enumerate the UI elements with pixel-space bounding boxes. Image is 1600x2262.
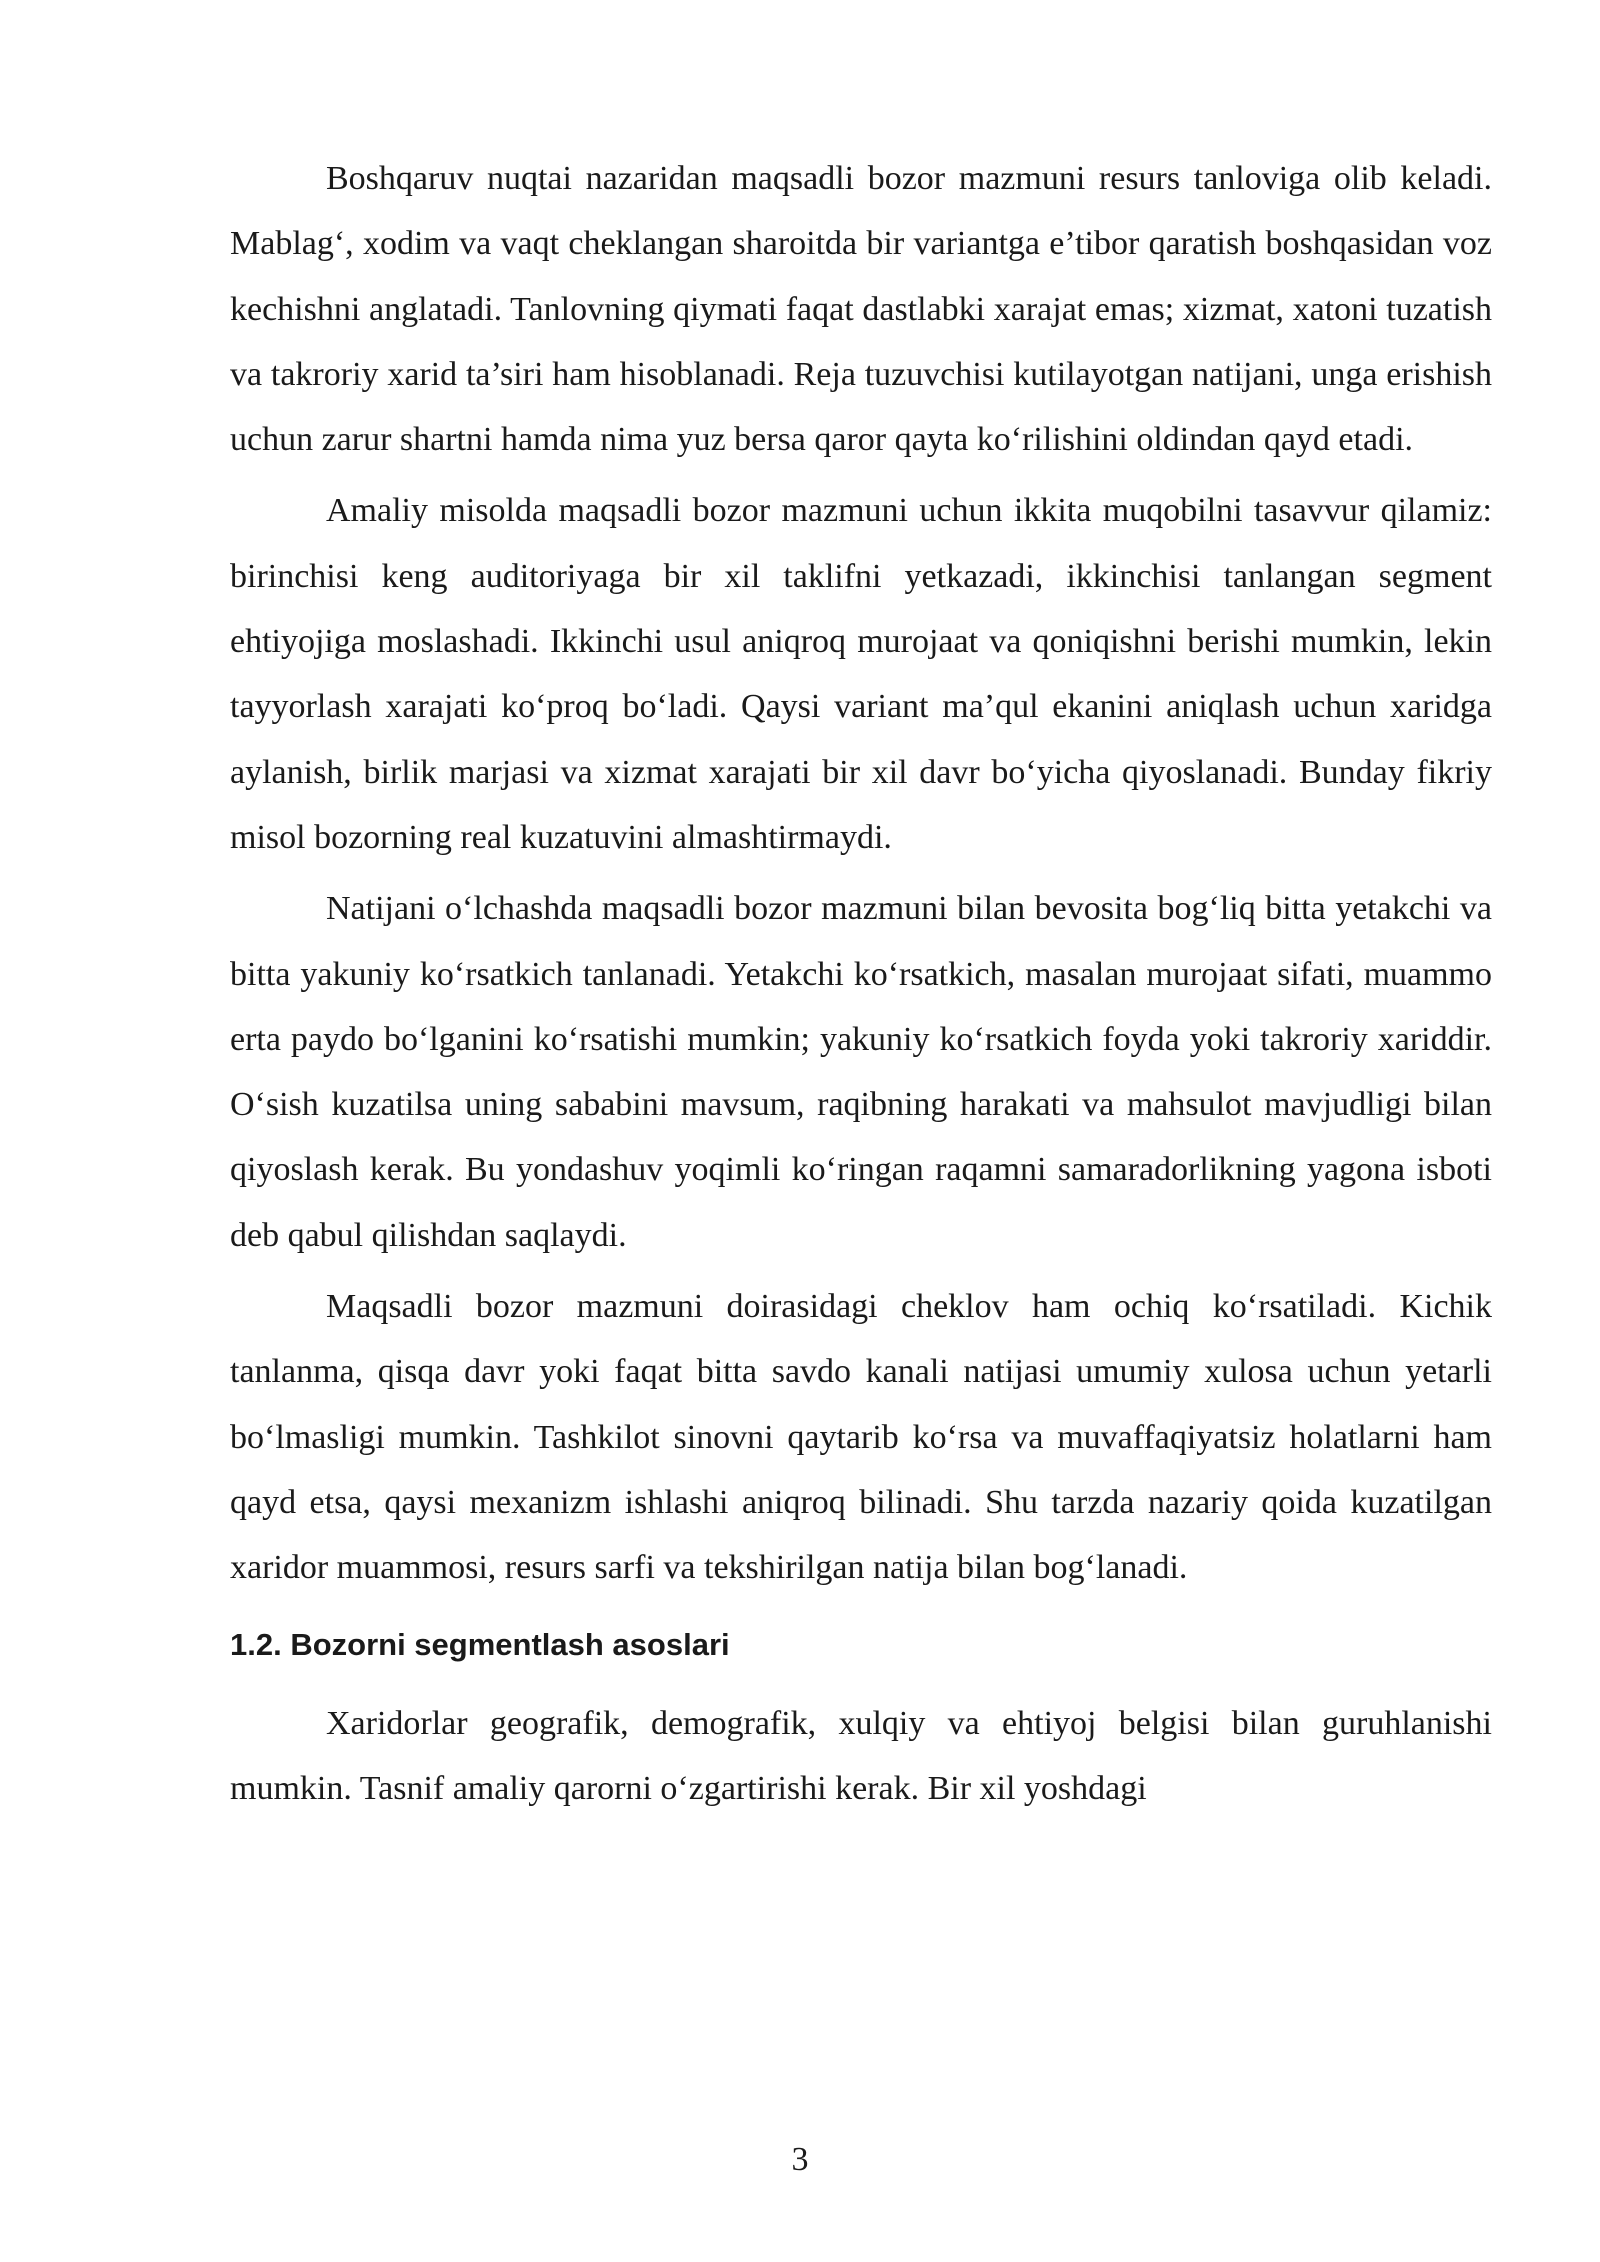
section-paragraph-1: Xaridorlar geografik, demografik, xulqiy va ehtiyoj belgisi bilan guruhlanishi mumkin. Tasnif amaliy qarorni o‘zgartirishi kerak. Bir xil yoshdagi: [230, 1704, 1492, 1807]
section-heading: 1.2. Bozorni segmentlash asoslari: [230, 1626, 730, 1662]
page-body: [230, 146, 1492, 1827]
paragraph-3: Natijani o‘lchashda maqsadli bozor mazmuni bilan bevosita bog‘liq bitta yetakchi va bitta yakuniy ko‘rsatkich tanlanadi. Yetakchi ko‘rsatkich, masalan murojaat sifati, muammo erta paydo bo‘lganini ko‘rsatishi mumkin; yakuniy ko‘rsatkich foyda yoki takroriy xariddir. O‘sish kuzatilsa uning sababini mavsum, raqibning harakati va mahsulot mavjudligi bilan qiyoslash kerak. Bu yondashuv yoqimli ko‘ringan raqamni samaradorlikning yagona isboti deb qabul qilishdan saqlaydi.: [230, 890, 1492, 1254]
paragraph-1: Boshqaruv nuqtai nazaridan maqsadli bozor mazmuni resurs tanloviga olib keladi. Mablag‘, xodim va vaqt cheklangan sharoitda bir variantga e’tibor qaratish boshqasidan voz kechishni anglatadi. Tanlovning qiymati faqat dastlabki xarajat emas; xizmat, xatoni tuzatish va takroriy xarid ta’siri ham hisoblanadi. Reja tuzuvchisi kutilayotgan natijani, unga erishish uchun zarur shartni hamda nima yuz bersa qaror qayta ko‘rilishini oldindan qayd etadi.: [230, 160, 1492, 459]
page-number: 3: [791, 2141, 809, 2178]
paragraph-4: Maqsadli bozor mazmuni doirasidagi cheklov ham ochiq ko‘rsatiladi. Kichik tanlanma, qisqa davr yoki faqat bitta savdo kanali natijasi umumiy xulosa uchun yetarli bo‘lmasligi mumkin. Tashkilot sinovni qaytarib ko‘rsa va muvaffaqiyatsiz holatlarni ham qayd etsa, qaysi mexanizm ishlashi aniqroq bilinadi. Shu tarzda nazariy qoida kuzatilgan xaridor muammosi, resurs sarfi va tekshirilgan natija bilan bog‘lanadi.: [230, 1288, 1492, 1587]
paragraph-2: Amaliy misolda maqsadli bozor mazmuni uchun ikkita muqobilni tasavvur qilamiz: birinchisi keng auditoriyaga bir xil taklifni yetkazadi, ikkinchisi tanlangan segment ehtiyojiga moslashadi. Ikkinchi usul aniqroq murojaat va qoniqishni berishi mumkin, lekin tayyorlash xarajati ko‘proq bo‘ladi. Qaysi variant ma’qul ekanini aniqlash uchun xaridga aylanish, birlik marjasi va xizmat xarajati bir xil davr bo‘yicha qiyoslanadi. Bunday fikriy misol bozorning real kuzatuvini almashtirmaydi.: [230, 492, 1492, 856]
